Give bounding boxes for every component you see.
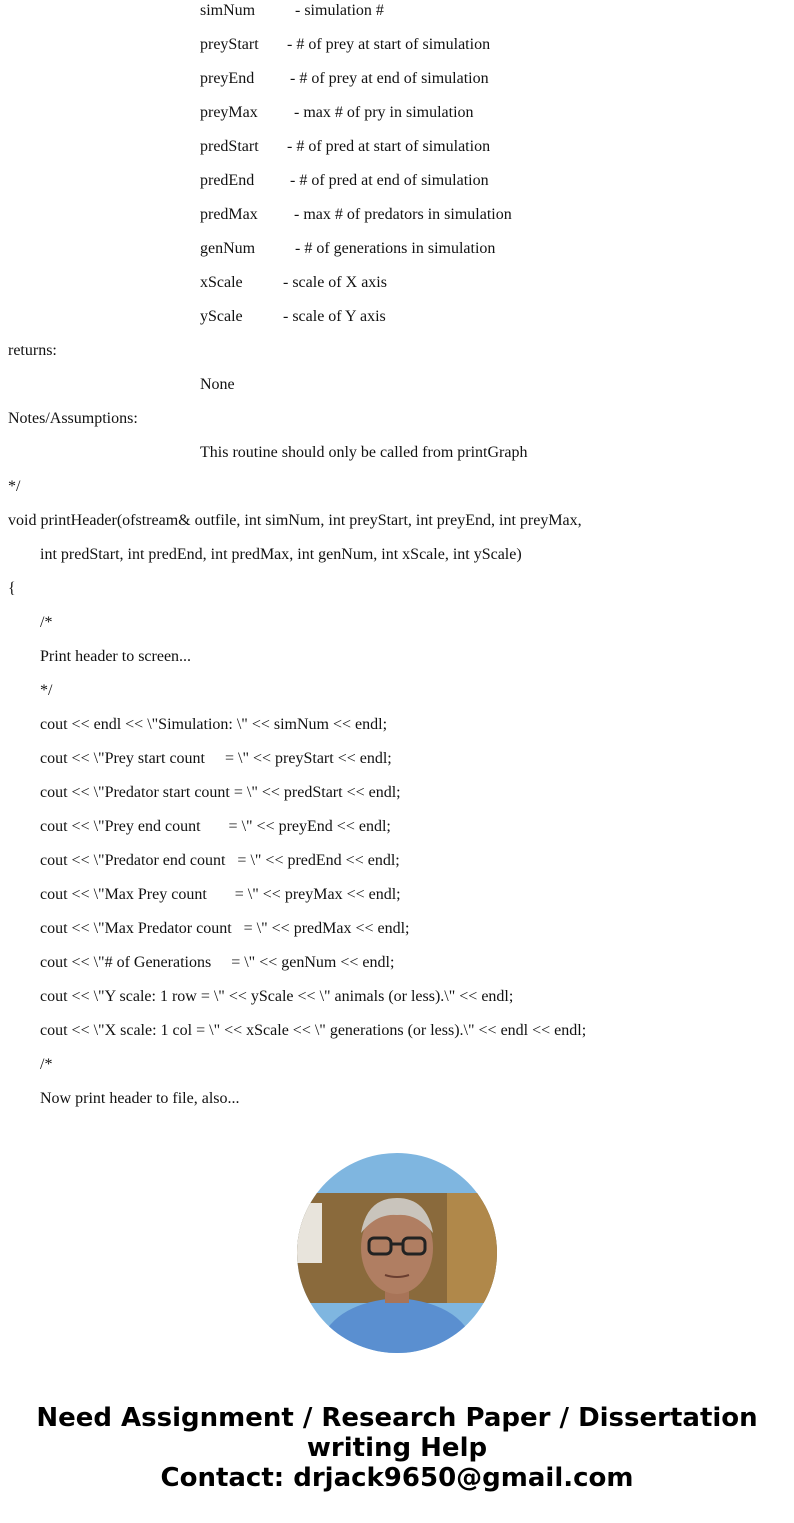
code-line: /* xyxy=(40,1056,53,1073)
code-line: cout << \"Predator start count = \" << predStart << endl; xyxy=(40,784,401,801)
footer-contact xyxy=(0,1403,794,1493)
param-name: xScale xyxy=(200,274,243,291)
code-line: /* xyxy=(40,614,53,631)
param-name: predEnd xyxy=(200,172,255,189)
param-name: yScale xyxy=(200,308,243,325)
param-description: - max # of pry in simulation xyxy=(294,104,474,121)
param-description: - # of pred at start of simulation xyxy=(287,138,491,155)
code-line: */ xyxy=(40,682,53,699)
code-line: cout << \"# of Generations = \" << genNum << endl; xyxy=(40,954,395,971)
code-line: cout << \"Predator end count = \" << predEnd << endl; xyxy=(40,852,400,869)
notes-label: Notes/Assumptions: xyxy=(8,410,138,427)
code-line: Now print header to file, also... xyxy=(40,1090,240,1107)
footer-line-2: writing Help xyxy=(306,1433,488,1463)
param-description: - # of pred at end of simulation xyxy=(290,172,489,189)
param-description: - # of prey at start of simulation xyxy=(287,36,491,53)
param-description: - # of prey at end of simulation xyxy=(290,70,489,87)
code-line: { xyxy=(8,580,16,597)
param-description: - # of generations in simulation xyxy=(295,240,496,257)
notes-value: This routine should only be called from printGraph xyxy=(200,444,528,461)
footer-contact-email[interactable]: Contact: drjack9650@gmail.com xyxy=(160,1463,634,1493)
returns-value: None xyxy=(200,376,235,393)
param-name: preyEnd xyxy=(200,70,255,87)
param-name: preyStart xyxy=(200,36,259,53)
param-description: - max # of predators in simulation xyxy=(294,206,512,223)
returns-label: returns: xyxy=(8,342,57,359)
footer-line-1: Need Assignment / Research Paper / Dissertation xyxy=(36,1403,758,1433)
param-description: - scale of X axis xyxy=(283,274,387,291)
code-line: cout << \"Prey start count = \" << preyStart << endl; xyxy=(40,750,392,767)
param-name: predMax xyxy=(200,206,258,223)
param-description: - scale of Y axis xyxy=(283,308,386,325)
param-name: preyMax xyxy=(200,104,258,121)
code-line: cout << endl << \"Simulation: \" << simNum << endl; xyxy=(40,716,388,733)
param-description: - simulation # xyxy=(295,2,384,19)
code-line: cout << \"Y scale: 1 row = \" << yScale << \" animals (or less).\" << endl; xyxy=(40,988,514,1005)
param-name: simNum xyxy=(200,2,256,19)
code-line: int predStart, int predEnd, int predMax, int genNum, int xScale, int yScale) xyxy=(40,546,522,563)
author-avatar xyxy=(297,1153,497,1353)
param-name: predStart xyxy=(200,138,259,155)
code-line: cout << \"Max Predator count = \" << predMax << endl; xyxy=(40,920,410,937)
param-name: genNum xyxy=(200,240,256,257)
code-line: Print header to screen... xyxy=(40,648,192,665)
code-line: cout << \"Max Prey count = \" << preyMax << endl; xyxy=(40,886,401,903)
code-line: cout << \"X scale: 1 col = \" << xScale << \" generations (or less).\" << endl << endl; xyxy=(40,1022,587,1039)
code-line: void printHeader(ofstream& outfile, int simNum, int preyStart, int preyEnd, int preyMax, xyxy=(8,512,582,529)
code-line: cout << \"Prey end count = \" << preyEnd << endl; xyxy=(40,818,391,835)
code-line: */ xyxy=(8,478,21,495)
